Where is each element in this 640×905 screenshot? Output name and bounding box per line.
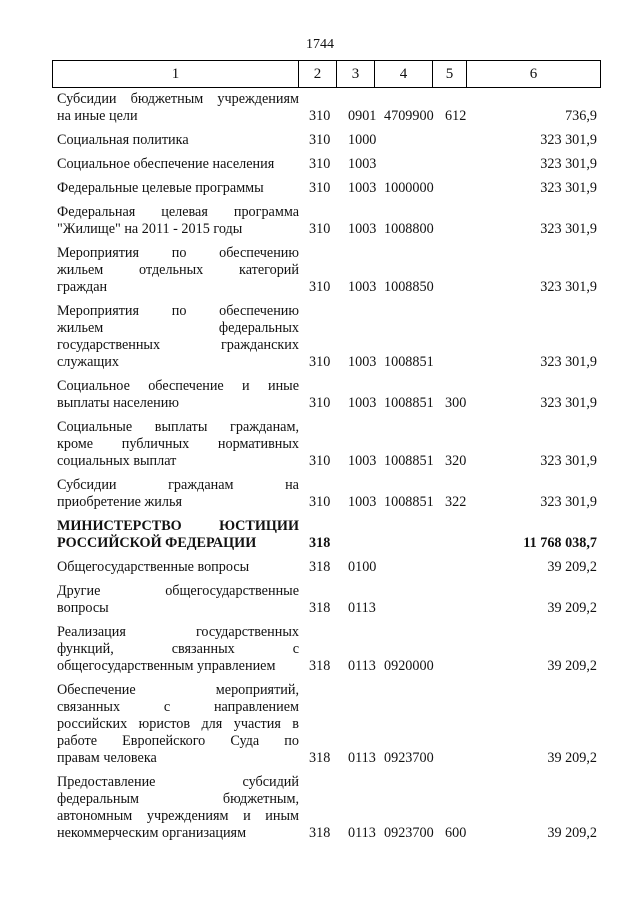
row-section-code: 0113	[348, 825, 376, 841]
table-row	[57, 204, 597, 238]
row-description	[57, 91, 299, 125]
row-description-line: Субсидии гражданам на	[57, 477, 299, 493]
row-description-line: жильем федеральных	[57, 320, 299, 336]
row-description-line: вопросы	[57, 600, 109, 616]
column-header-1: 1	[53, 61, 299, 88]
row-ministry-code: 310	[309, 354, 331, 370]
row-description-line: социальных выплат	[57, 453, 177, 469]
row-amount: 323 301,9	[540, 494, 597, 510]
row-ministry-code: 318	[309, 535, 331, 551]
row-description-line: Социальная политика	[57, 132, 189, 148]
row-amount: 39 209,2	[547, 750, 597, 766]
row-description	[57, 624, 299, 675]
row-description-line: Федеральная целевая программа	[57, 204, 299, 220]
row-description	[57, 245, 299, 296]
row-description	[57, 682, 299, 767]
row-description	[57, 774, 299, 842]
row-amount: 39 209,2	[547, 658, 597, 674]
row-description-line: связанных с направлением	[57, 699, 299, 715]
table-row	[57, 132, 597, 149]
table-row	[57, 774, 597, 842]
row-description-line: Общегосударственные вопросы	[57, 559, 250, 575]
row-description-line: правам человека	[57, 750, 157, 766]
row-section-code: 1003	[348, 494, 377, 510]
table-row	[57, 378, 597, 412]
row-target-code: 1008851	[384, 453, 434, 469]
row-target-code: 0923700	[384, 750, 434, 766]
row-amount: 323 301,9	[540, 279, 597, 295]
row-amount: 323 301,9	[540, 453, 597, 469]
row-section-code: 1003	[348, 180, 377, 196]
row-ministry-code: 310	[309, 279, 331, 295]
row-description-line: на иные цели	[57, 108, 138, 124]
row-section-code: 0113	[348, 658, 376, 674]
table-row	[57, 624, 597, 675]
row-description	[57, 156, 299, 173]
row-description-line: Субсидии бюджетным учреждениям	[57, 91, 299, 107]
table-row	[57, 180, 597, 197]
row-description-line: Реализация государственных	[57, 624, 299, 640]
row-ministry-code: 318	[309, 750, 331, 766]
row-section-code: 1003	[348, 221, 377, 237]
row-description-line: приобретение жилья	[57, 494, 182, 510]
row-description	[57, 303, 299, 371]
row-expense-type: 600	[445, 825, 467, 841]
column-header-3: 3	[337, 61, 375, 88]
row-section-code: 0100	[348, 559, 377, 575]
row-target-code: 1008851	[384, 494, 434, 510]
row-amount: 323 301,9	[540, 156, 597, 172]
row-description-line: общегосударственным управлением	[57, 658, 276, 674]
row-description-line: кроме публичных нормативных	[57, 436, 299, 452]
row-description	[57, 518, 299, 552]
row-target-code: 1008850	[384, 279, 434, 295]
row-description	[57, 583, 299, 617]
table-row	[57, 477, 597, 511]
row-ministry-code: 310	[309, 108, 331, 124]
row-description-line: Обеспечение мероприятий,	[57, 682, 299, 698]
row-description-line: служащих	[57, 354, 119, 370]
row-ministry-code: 310	[309, 132, 331, 148]
row-ministry-code: 310	[309, 494, 331, 510]
column-header-2: 2	[299, 61, 337, 88]
row-amount: 736,9	[565, 108, 597, 124]
budget-table-body	[57, 91, 597, 842]
row-target-code: 0923700	[384, 825, 434, 841]
table-row	[57, 583, 597, 617]
row-description-line: "Жилище" на 2011 - 2015 годы	[57, 221, 243, 237]
row-amount: 323 301,9	[540, 221, 597, 237]
row-ministry-code: 310	[309, 221, 331, 237]
row-description-line: Федеральные целевые программы	[57, 180, 264, 196]
row-description-line: Предоставление субсидий	[57, 774, 299, 790]
row-target-code: 1008851	[384, 354, 434, 370]
row-description-line: жильем отдельных категорий	[57, 262, 299, 278]
row-target-code: 1008851	[384, 395, 434, 411]
row-ministry-code: 310	[309, 453, 331, 469]
row-section-code: 1003	[348, 453, 377, 469]
row-section-code: 1003	[348, 156, 377, 172]
row-description	[57, 132, 299, 149]
row-expense-type: 300	[445, 395, 467, 411]
row-description-line: Мероприятия по обеспечению	[57, 303, 299, 319]
row-ministry-code: 318	[309, 825, 331, 841]
row-description-line: государственных гражданских	[57, 337, 299, 353]
row-description-line: РОССИЙСКОЙ ФЕДЕРАЦИИ	[57, 535, 257, 551]
row-description-line: МИНИСТЕРСТВО ЮСТИЦИИ	[57, 518, 299, 534]
row-section-code: 1003	[348, 395, 377, 411]
table-row	[57, 303, 597, 371]
row-expense-type: 612	[445, 108, 467, 124]
page-number: 1744	[306, 37, 334, 52]
table-row	[57, 682, 597, 767]
row-target-code: 1008800	[384, 221, 434, 237]
row-ministry-code: 318	[309, 559, 331, 575]
row-amount: 39 209,2	[547, 825, 597, 841]
row-description-line: Социальное обеспечение населения	[57, 156, 275, 172]
row-ministry-code: 318	[309, 600, 331, 616]
table-row	[57, 91, 597, 125]
row-ministry-code: 310	[309, 395, 331, 411]
column-header-6: 6	[467, 61, 601, 88]
row-expense-type: 320	[445, 453, 467, 469]
row-ministry-code: 318	[309, 658, 331, 674]
row-description	[57, 419, 299, 470]
column-header-4: 4	[375, 61, 433, 88]
column-header-5: 5	[433, 61, 467, 88]
row-description	[57, 477, 299, 511]
column-header-table	[52, 60, 601, 88]
row-description	[57, 180, 299, 197]
row-section-code: 1000	[348, 132, 377, 148]
row-description-line: автономным учреждениям и иным	[57, 808, 299, 824]
column-header-row	[53, 61, 601, 88]
row-description-line: федеральным бюджетным,	[57, 791, 299, 807]
row-section-code: 0901	[348, 108, 377, 124]
row-target-code: 1000000	[384, 180, 434, 196]
row-target-code: 0920000	[384, 658, 434, 674]
table-row	[57, 419, 597, 470]
row-section-code: 0113	[348, 600, 376, 616]
table-row	[57, 156, 597, 173]
row-amount: 11 768 038,7	[523, 535, 597, 551]
row-section-code: 1003	[348, 354, 377, 370]
row-description-line: работе Европейского Суда по	[57, 733, 299, 749]
row-amount: 39 209,2	[547, 600, 597, 616]
row-description	[57, 204, 299, 238]
row-description	[57, 378, 299, 412]
row-section-code: 1003	[348, 279, 377, 295]
row-amount: 323 301,9	[540, 395, 597, 411]
row-description	[57, 559, 299, 576]
row-description-line: граждан	[57, 279, 108, 295]
row-target-code: 4709900	[384, 108, 434, 124]
row-description-line: Социальное обеспечение и иные	[57, 378, 299, 394]
row-description-line: некоммерческим организациям	[57, 825, 247, 841]
row-amount: 323 301,9	[540, 354, 597, 370]
row-description-line: российских юристов для участия в	[57, 716, 299, 732]
row-description-line: выплаты населению	[57, 395, 179, 411]
row-description-line: Другие общегосударственные	[57, 583, 299, 599]
row-ministry-code: 310	[309, 180, 331, 196]
row-amount: 39 209,2	[547, 559, 597, 575]
row-amount: 323 301,9	[540, 132, 597, 148]
table-row	[57, 518, 597, 552]
table-row	[57, 245, 597, 296]
row-description-line: Социальные выплаты гражданам,	[57, 419, 299, 435]
table-row	[57, 559, 597, 576]
row-ministry-code: 310	[309, 156, 331, 172]
row-description-line: функций, связанных с	[57, 641, 299, 657]
row-expense-type: 322	[445, 494, 467, 510]
row-amount: 323 301,9	[540, 180, 597, 196]
row-section-code: 0113	[348, 750, 376, 766]
row-description-line: Мероприятия по обеспечению	[57, 245, 299, 261]
